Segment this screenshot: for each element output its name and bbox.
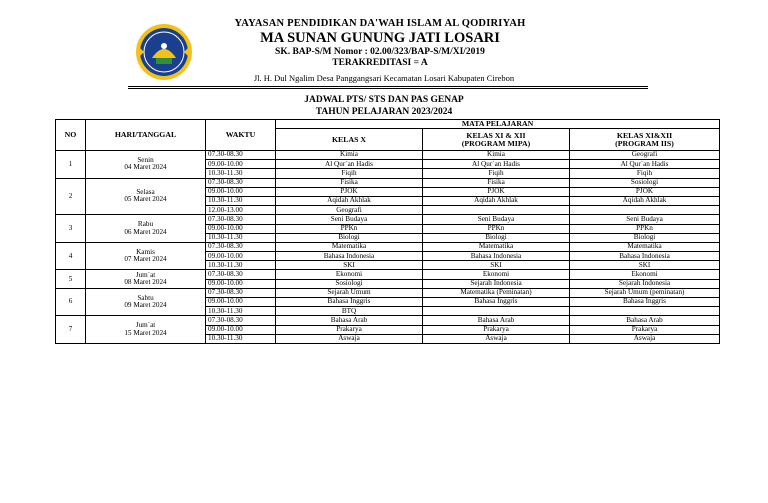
- subject-class-x: Kimia: [276, 151, 423, 160]
- exam-date: 07 Maret 2024: [124, 255, 167, 264]
- subject-class-mipa: Aswaja: [423, 334, 570, 343]
- header-class-x: KELAS X: [276, 129, 423, 151]
- subject-class-mipa: PPKn: [423, 224, 570, 233]
- subject-class-x: Sejarah Umum: [276, 288, 423, 297]
- schedule-table: [55, 119, 720, 344]
- time-cell: 09.00-10.00: [206, 325, 276, 334]
- subject-class-iis: Sosiologi: [570, 178, 720, 187]
- exam-date: 06 Maret 2024: [124, 227, 167, 236]
- school-name: MA SUNAN GUNUNG JATI LOSARI: [260, 30, 500, 47]
- subject-class-mipa: SKI: [423, 261, 570, 270]
- subject-class-x: Bahasa Arab: [276, 316, 423, 325]
- day-date-cell: [86, 215, 206, 243]
- exam-date: 04 Maret 2024: [124, 163, 167, 172]
- subject-class-iis: [570, 307, 720, 316]
- table-row: [56, 288, 720, 297]
- header-class-mipa-line2: (PROGRAM MIPA): [461, 138, 531, 148]
- day-name: Kamis: [136, 247, 155, 256]
- row-number: 3: [56, 215, 86, 243]
- table-row: [56, 215, 720, 224]
- day-date-cell: [86, 316, 206, 344]
- row-number: 4: [56, 242, 86, 270]
- subject-class-iis: PJOK: [570, 187, 720, 196]
- time-cell: 10.30-11.30: [206, 261, 276, 270]
- day-name: Selasa: [136, 188, 155, 197]
- table-row: [56, 151, 720, 160]
- subject-class-mipa: Matematika: [423, 242, 570, 251]
- subject-class-iis: Bahasa Arab: [570, 316, 720, 325]
- header-class-iis-line1: KELAS XI&XII: [616, 130, 673, 140]
- header-subjects: MATA PELAJARAN: [276, 120, 720, 129]
- subject-class-iis: Ekonomi: [570, 270, 720, 279]
- subject-class-iis: Aqidah Akhlak: [570, 196, 720, 205]
- subject-class-mipa: Seni Budaya: [423, 215, 570, 224]
- subject-class-iis: Prakarya: [570, 325, 720, 334]
- day-date-cell: [86, 270, 206, 288]
- foundation-name: YAYASAN PENDIDIKAN DA'WAH ISLAM AL QODIRIYAH: [234, 18, 526, 29]
- school-address: Jl. H. Dul Ngalim Desa Panggangsari Kecamatan Losari Kabupaten Cirebon: [253, 73, 515, 83]
- time-cell: 07.30-08.30: [206, 316, 276, 325]
- time-cell: 07.30-08.30: [206, 270, 276, 279]
- subject-class-x: PPKn: [276, 224, 423, 233]
- sk-number: SK. BAP-S/M Nomor : 02.00/323/BAP-S/M/XI/2019: [275, 46, 485, 57]
- subject-class-mipa: Aqidah Akhlak: [423, 196, 570, 205]
- subject-class-iis: PPKn: [570, 224, 720, 233]
- table-row: [56, 270, 720, 279]
- schedule-body: [56, 151, 720, 344]
- header-day: HARI/TANGGAL: [86, 120, 206, 151]
- document-title: [160, 95, 608, 119]
- time-cell: 10.30-11.30: [206, 307, 276, 316]
- day-name: Senin: [137, 156, 154, 165]
- subject-class-iis: [570, 206, 720, 215]
- exam-date: 05 Maret 2024: [124, 195, 167, 204]
- subject-class-mipa: [423, 206, 570, 215]
- subject-class-x: Bahasa Indonesia: [276, 252, 423, 261]
- time-cell: 09.00-10.00: [206, 224, 276, 233]
- time-cell: 10.30-11.30: [206, 169, 276, 178]
- header-class-mipa-line1: KELAS XI & XII: [466, 130, 526, 140]
- day-date-cell: [86, 178, 206, 215]
- row-number: 5: [56, 270, 86, 288]
- subject-class-mipa: Bahasa Inggris: [423, 298, 570, 307]
- row-number: 1: [56, 151, 86, 179]
- time-cell: 09.00-10.00: [206, 252, 276, 261]
- subject-class-mipa: PJOK: [423, 187, 570, 196]
- time-cell: 10.30-11.30: [206, 334, 276, 343]
- time-cell: 07.30-08.30: [206, 288, 276, 297]
- day-name: Jum`at: [135, 270, 156, 279]
- time-cell: 07.30-08.30: [206, 151, 276, 160]
- subject-class-iis: Al Qur`an Hadis: [570, 160, 720, 169]
- school-year: TAHUN PELAJARAN 2023/2024: [315, 106, 453, 117]
- header-class-mipa: [423, 129, 570, 151]
- subject-class-x: Fisika: [276, 178, 423, 187]
- time-cell: 09.00-10.00: [206, 160, 276, 169]
- subject-class-mipa: Bahasa Arab: [423, 316, 570, 325]
- subject-class-mipa: Fiqih: [423, 169, 570, 178]
- header-no: NO: [56, 120, 86, 151]
- day-date-cell: [86, 151, 206, 179]
- subject-class-x: Biologi: [276, 233, 423, 242]
- subject-class-iis: Matematika: [570, 242, 720, 251]
- subject-class-x: Bahasa Inggris: [276, 298, 423, 307]
- subject-class-x: PJOK: [276, 187, 423, 196]
- time-cell: 09.00-10.00: [206, 187, 276, 196]
- header-time: WAKTU: [206, 120, 276, 151]
- subject-class-mipa: Prakarya: [423, 325, 570, 334]
- subject-class-x: Sosiologi: [276, 279, 423, 288]
- subject-class-iis: Aswaja: [570, 334, 720, 343]
- subject-class-iis: Bahasa Inggris: [570, 298, 720, 307]
- time-cell: 10.30-11.30: [206, 196, 276, 205]
- table-row: [56, 316, 720, 325]
- subject-class-x: Aswaja: [276, 334, 423, 343]
- subject-class-x: Fiqih: [276, 169, 423, 178]
- header-divider: [128, 86, 648, 87]
- subject-class-mipa: Biologi: [423, 233, 570, 242]
- subject-class-x: Al Qur`an Hadis: [276, 160, 423, 169]
- subject-class-x: Aqidah Akhlak: [276, 196, 423, 205]
- subject-class-mipa: Kimia: [423, 151, 570, 160]
- day-name: Rabu: [137, 220, 154, 229]
- subject-class-iis: Sejarah Indonesia: [570, 279, 720, 288]
- row-number: 2: [56, 178, 86, 215]
- subject-class-iis: SKI: [570, 261, 720, 270]
- subject-class-mipa: Bahasa Indonesia: [423, 252, 570, 261]
- time-cell: 12.00-13.00: [206, 206, 276, 215]
- time-cell: 10.30-11.30: [206, 233, 276, 242]
- accreditation: TERAKREDITASI = A: [332, 57, 428, 68]
- row-number: 7: [56, 316, 86, 344]
- header-class-iis: [570, 129, 720, 151]
- exam-date: 08 Maret 2024: [124, 278, 167, 287]
- day-name: Jum`at: [135, 321, 156, 330]
- subject-class-x: Matematika: [276, 242, 423, 251]
- subject-class-iis: Geografi: [570, 151, 720, 160]
- letterhead: [0, 0, 768, 90]
- subject-class-mipa: [423, 307, 570, 316]
- header-class-iis-line2: (PROGRAM IIS): [615, 138, 674, 148]
- header-divider-thin: [128, 88, 648, 89]
- day-name: Sabtu: [137, 293, 154, 302]
- subject-class-mipa: Sejarah Indonesia: [423, 279, 570, 288]
- subject-class-iis: Sejarah Umum (peminatan): [570, 288, 720, 297]
- time-cell: 07.30-08.30: [206, 215, 276, 224]
- subject-class-x: SKI: [276, 261, 423, 270]
- subject-class-mipa: Matematika (Peminatan): [423, 288, 570, 297]
- table-row: [56, 242, 720, 251]
- exam-date: 09 Maret 2024: [124, 301, 167, 310]
- subject-class-mipa: Fisika: [423, 178, 570, 187]
- time-cell: 09.00-10.00: [206, 298, 276, 307]
- subject-class-iis: Fiqih: [570, 169, 720, 178]
- subject-class-x: BTQ: [276, 307, 423, 316]
- time-cell: 07.30-08.30: [206, 178, 276, 187]
- time-cell: 09.00-10.00: [206, 279, 276, 288]
- table-row: [56, 178, 720, 187]
- subject-class-x: Geografi: [276, 206, 423, 215]
- subject-class-mipa: Ekonomi: [423, 270, 570, 279]
- schedule-title: JADWAL PTS/ STS DAN PAS GENAP: [304, 95, 464, 105]
- row-number: 6: [56, 288, 86, 316]
- subject-class-x: Prakarya: [276, 325, 423, 334]
- day-date-cell: [86, 288, 206, 316]
- exam-date: 15 Maret 2024: [124, 328, 167, 337]
- subject-class-x: Seni Budaya: [276, 215, 423, 224]
- subject-class-iis: Biologi: [570, 233, 720, 242]
- day-date-cell: [86, 242, 206, 270]
- subject-class-iis: Seni Budaya: [570, 215, 720, 224]
- subject-class-mipa: Al Qur`an Hadis: [423, 160, 570, 169]
- time-cell: 07.30-08.30: [206, 242, 276, 251]
- subject-class-x: Ekonomi: [276, 270, 423, 279]
- subject-class-iis: Bahasa Indonesia: [570, 252, 720, 261]
